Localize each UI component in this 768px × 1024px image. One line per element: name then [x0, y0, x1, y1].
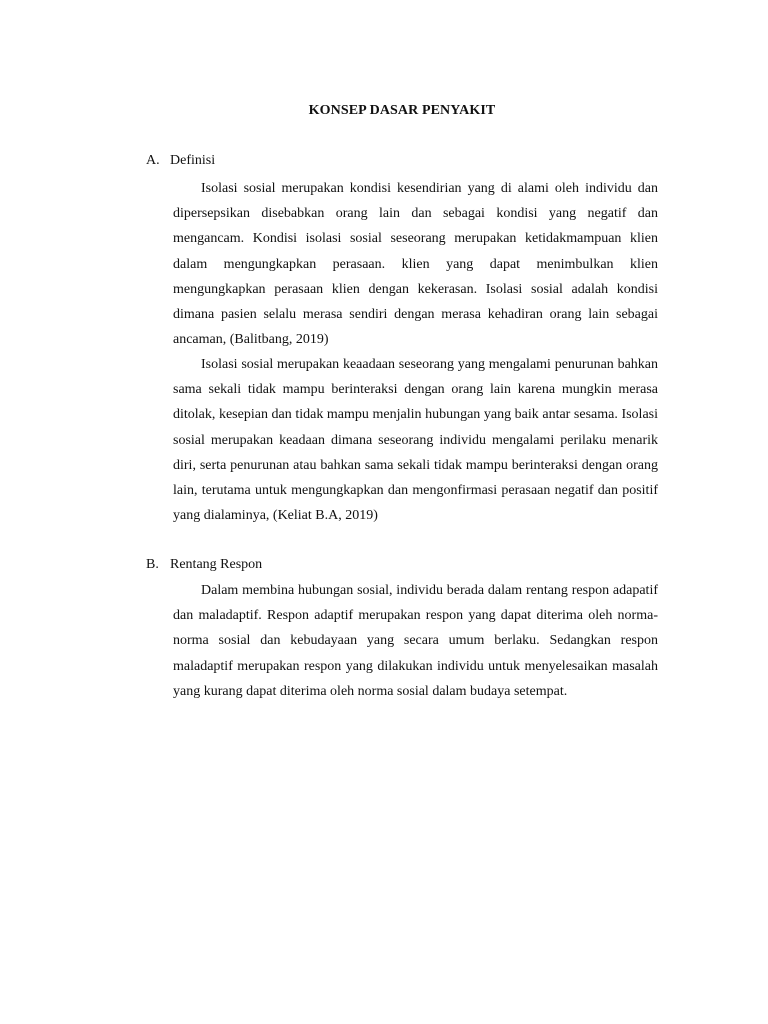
section-heading-label: Definisi [170, 153, 216, 168]
paragraph-definisi-2: Isolasi sosial merupakan keaadaan seseorang yang mengalami penurunan bahkan sama sekali tidak mampu berinteraksi dengan orang lain karena mungkin merasa ditolak, kesepian dan tidak mampu menjalin hubungan yang baik antar sesama. Isolasi sosial merupakan keadaan dimana seseorang individu mengalami perilaku menarik diri, serta penurunan atau bahkan sama sekali tidak mampu berinteraksi dengan orang lain, terutama untuk mengungkapkan dan mengonfirmasi perasaan negatif dan positif yang dialaminya, (Keliat B.A, 2019) [173, 357, 658, 524]
section-heading-label: Rentang Respon [170, 557, 263, 572]
section-heading-definisi [146, 153, 215, 169]
paragraph-definisi-1: Isolasi sosial merupakan kondisi kesendirian yang di alami oleh individu dan dipersepsikan disebabkan orang lain dan sebagai kondisi yang negatif dan mengancam. Kondisi isolasi sosial seseorang merupakan ketidakmampuan klien dalam mengungkapkan perasaan. klien yang dapat menimbulkan klien mengungkapkan perasaan klien dengan kekerasan. Isolasi sosial adalah kondisi dimana pasien selalu merasa sendiri dengan merasa kehadiran orang lain sebagai ancaman, (Balitbang, 2019) [173, 181, 658, 348]
paragraph-rentang-respon-1: Dalam membina hubungan sosial, individu berada dalam rentang respon adapatif dan maladaptif. Respon adaptif merupakan respon yang dapat diterima oleh norma-norma sosial dan kebudayaan yang secara umum berlaku. Sedangkan respon maladaptif merupakan respon yang dilakukan individu untuk menyelesaikan masalah yang kurang dapat diterima oleh norma sosial dalam budaya setempat. [173, 583, 658, 699]
section-heading-rentang-respon [146, 557, 262, 573]
section-letter: A. [146, 153, 160, 168]
document-title: KONSEP DASAR PENYAKIT [308, 103, 496, 118]
section-letter: B. [146, 557, 159, 572]
